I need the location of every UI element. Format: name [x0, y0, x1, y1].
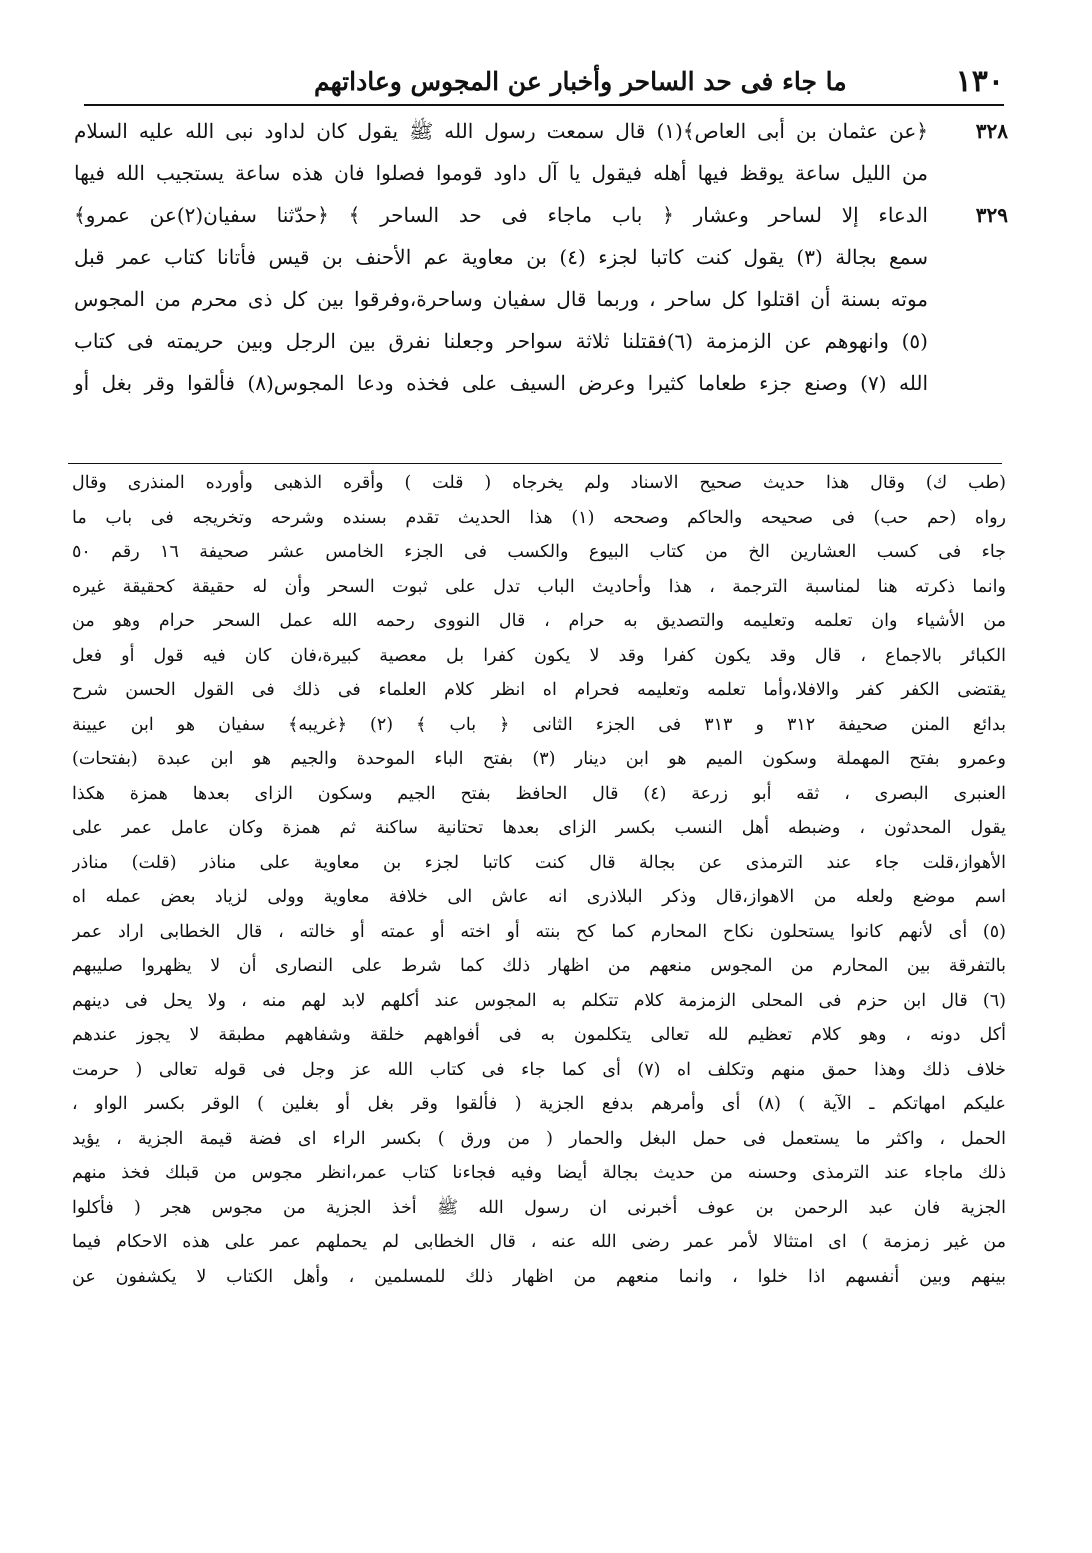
main-line: [68, 110, 1008, 152]
commentary-line: يقتضى الكفر كفر والافلا،وأما تعلمه وتعليمه فحرام اه انظر كلام العلماء فى ذلك فى القول الحسن شرح: [72, 680, 1006, 700]
commentary-line: من غير زمزمة ) اى امتثالا لأمر عمر رضى الله عنه ، قال الخطابى لم يحملهم عمر على هذه الاحكام فيما: [72, 1232, 1006, 1252]
header-rule: [84, 104, 1004, 106]
main-line-text: سمع بجالة (٣) يقول كنت كاتبا لجزء (٤) بن معاوية عم الأحنف بن قيس فأتانا كتاب عمر قبل: [74, 245, 928, 269]
commentary-line: أكل دونه ، وهو كلام تعظيم لله تعالى يتكلمون به فى أفواههم خلقة وشفاههم مطبقة لا يجوز عندهم: [72, 1025, 1006, 1045]
commentary-line: الجزية فان عبد الرحمن بن عوف أخبرنى ان رسول الله ﷺ أخذ الجزية من مجوس هجر ( فأكلوا: [72, 1197, 1006, 1218]
commentary-line: اسم موضع ولعله من الاهواز،قال وذكر البلاذرى انه عاش الى خلافة معاوية وولى لزياد بعض عمله اه: [72, 887, 1006, 907]
commentary-line: ذلك ماجاء عند الترمذى وحسنه من حديث بجالة أيضا وفيه فجاءنا كتاب عمر،انظر مجوس من قبلك فخذ منهم: [72, 1163, 1006, 1183]
main-line-text: من الليل ساعة يوقظ فيها أهله فيقول يا آل داود قوموا فصلوا فان هذه ساعة يستجيب الله فيها: [74, 161, 928, 185]
main-line: [68, 152, 1008, 194]
main-line-text: الله (٧) وصنع جزء طعاما كثيرا وعرض السيف على فخذه ودعا المجوس(٨) فألقوا وقر بغل أو: [74, 371, 928, 395]
commentary-line: (٦) قال ابن حزم فى المحلى الزمزمة كلام تتكلم به المجوس عند أكلهم لابد لهم منه ، ولا يحل فى دينهم: [72, 990, 1006, 1011]
page-number: ١٣٠: [955, 63, 1004, 99]
main-line: [68, 320, 1008, 362]
commentary-line: جاء فى كسب العشارين الخ من كتاب البيوع والكسب فى الجزء الخامس عشر صحيفة ١٦ رقم ٥٠: [72, 542, 1006, 562]
main-text: [68, 110, 1008, 404]
commentary-line: وانما ذكرته هنا لمناسبة الترجمة ، هذا وأحاديث الباب تدل على ثبوت السحر وأن له حقيقة كحقيقة غيره: [72, 576, 1006, 597]
commentary-line: بالتفرقة بين المحارم من المجوس منعهم من اظهار ذلك كما شرط على النصارى أن لا يظهروا صليبهم: [72, 956, 1006, 976]
entry-number: ٣٢٨: [975, 119, 1008, 143]
commentary-line: عليكم امهاتكم ـ الآية ) (٨) أى وأمرهم بدفع الجزية ( فألقوا وقر بغل أو بغلين ) الوقر بكسر الواو ،: [72, 1094, 1006, 1114]
commentary-line: (طب ك) وقال هذا حديث صحيح الاسناد ولم يخرجاه ( قلت ) وأقره الذهبى وأورده المنذرى وقال: [72, 473, 1006, 493]
commentary-line: رواه (حم حب) فى صحيحه والحاكم وصححه (١) هذا الحديث تقدم بسنده وشرحه وتخريجه فى باب ما: [72, 507, 1006, 528]
running-title: ما جاء فى حد الساحر وأخبار عن المجوس وعاداتهم: [314, 66, 847, 96]
main-line-text: موته بسنة أن اقتلوا كل ساحر ، وربما قال سفيان وساحرة،وفرقوا بين كل ذى محرم من المجوس: [74, 287, 928, 311]
commentary-line: يقول المحدثون ، وضبطه أهل النسب بكسر الزاى بعدها تحتانية ساكنة ثم همزة وكان عامل عمر على: [72, 818, 1006, 838]
footnote-divider: [68, 463, 1002, 464]
main-line-text: (٥) وانهوهم عن الزمزمة (٦)فقتلنا ثلاثة سواحر وجعلنا نفرق بين الرجل وبين حريمته فى كتاب: [74, 329, 928, 353]
commentary-line: الأهواز،قلت جاء عند الترمذى عن بجالة قال كنت كاتبا لجزء بن معاوية على مناذر (قلت) مناذر: [72, 852, 1006, 873]
main-line: [68, 278, 1008, 320]
commentary-line: من الأشياء وان تعلمه وتعليمه والتصديق به حرام ، قال النووى رحمه الله عمل السحر حرام وهو من: [72, 611, 1006, 631]
commentary-line: وعمرو بفتح المهملة وسكون الميم هو ابن دينار (٣) بفتح الباء الموحدة والجيم هو ابن عبدة (بفتحات): [72, 749, 1006, 769]
main-line: [68, 194, 1008, 236]
commentary-line: بدائع المنن صحيفة ٣١٢ و ٣١٣ فى الجزء الثانى ﴿ باب ﴾ (٢) ﴿غريبه﴾ سفيان هو ابن عيينة: [72, 714, 1006, 735]
commentary-text: [72, 466, 1006, 1294]
commentary-line: العنبرى البصرى ، ثقه أبو زرعة (٤) قال الحافظ بفتح الجيم وسكون الزاى بعدها همزة هكذا: [72, 783, 1006, 804]
commentary-line: الحمل ، واكثر ما يستعمل فى حمل البغل والحمار ( من ورق ) بكسر الراء اى فضة قيمة الجزية ، يؤيد: [72, 1128, 1006, 1149]
main-line-text: الدعاء إلا لساحر وعشار ﴿ باب ماجاء فى حد الساحر ﴾ ﴿حدّثنا سفيان(٢)عن عمرو﴾: [74, 203, 928, 227]
main-line: [68, 236, 1008, 278]
commentary-line: (٥) أى لأنهم كانوا يستحلون نكاح المحارم كما كح بنته أو اخته أو عمته أو خالته ، قال الخطابى اراد عمر: [72, 921, 1006, 942]
commentary-line: الكبائر بالاجماع ، قال وقد يكون كفرا وقد لا يكون كفرا بل معصية كبيرة،فان كان فيه قول أو فعل: [72, 645, 1006, 666]
page-header: [84, 60, 1004, 102]
main-line: [68, 362, 1008, 404]
entry-number: ٣٢٩: [975, 203, 1008, 227]
commentary-line: خلاف ذلك وهذا حمق منهم وتكلف اه (٧) أى كما جاء فى كتاب الله عز وجل فى قوله تعالى ( حرمت: [72, 1059, 1006, 1080]
commentary-line: بينهم وبين أنفسهم اذا خلوا ، وانما منعهم من اظهار ذلك للمسلمين ، وأهل الكتاب لا يكشفون عن: [72, 1266, 1006, 1287]
main-line-text: ﴿عن عثمان بن أبى العاص﴾(١) قال سمعت رسول الله ﷺ يقول كان لداود نبى الله عليه السلام: [74, 119, 928, 143]
